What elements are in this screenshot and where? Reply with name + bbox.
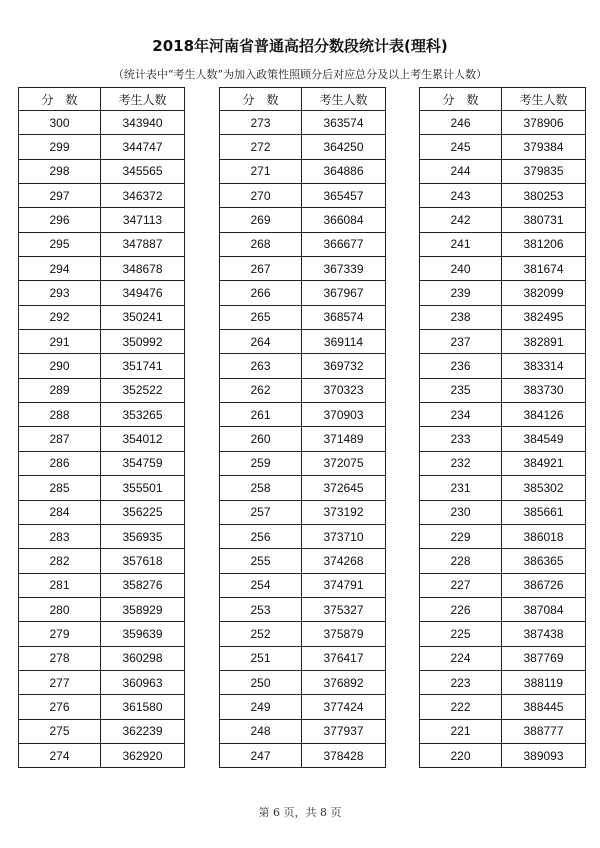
score-cell: 300 [19,111,101,135]
count-cell: 386365 [502,549,586,573]
count-cell: 367967 [302,281,386,305]
page-title: 2018年河南省普通高招分数段统计表(理科) [152,37,448,55]
table-row [420,378,586,402]
score-cell: 226 [420,597,502,621]
table-row [420,573,586,597]
score-cell: 250 [220,670,302,694]
table-row [420,670,586,694]
score-cell: 221 [420,719,502,743]
score-cell: 281 [19,573,101,597]
count-cell: 384126 [502,403,586,427]
table-row [19,232,185,256]
table-row [220,670,386,694]
table-row [220,281,386,305]
table-row [420,232,586,256]
score-cell: 297 [19,184,101,208]
score-cell: 259 [220,451,302,475]
count-cell: 362920 [101,743,185,767]
score-cell: 272 [220,135,302,159]
count-cell: 370323 [302,378,386,402]
count-cell: 388445 [502,695,586,719]
count-cell: 383314 [502,354,586,378]
score-cell: 286 [19,451,101,475]
table-row [19,111,185,135]
score-cell: 239 [420,281,502,305]
score-cell: 231 [420,476,502,500]
table-row [19,670,185,694]
count-cell: 382099 [502,281,586,305]
table-row [19,354,185,378]
score-cell: 236 [420,354,502,378]
table-row [420,646,586,670]
score-cell: 287 [19,427,101,451]
count-cell: 372645 [302,476,386,500]
count-cell: 365457 [302,184,386,208]
score-cell: 225 [420,622,502,646]
score-cell: 244 [420,159,502,183]
table-row [420,281,586,305]
count-cell: 358276 [101,573,185,597]
count-cell: 377424 [302,695,386,719]
count-cell: 373192 [302,500,386,524]
count-cell: 364250 [302,135,386,159]
score-cell: 288 [19,403,101,427]
count-cell: 352522 [101,378,185,402]
score-cell: 229 [420,524,502,548]
table-row [220,111,386,135]
table-row [220,743,386,767]
score-table-2 [219,87,386,768]
count-cell: 348678 [101,257,185,281]
count-cell: 363574 [302,111,386,135]
count-cell: 387769 [502,646,586,670]
count-cell: 369114 [302,330,386,354]
table-row [19,524,185,548]
table-row [220,257,386,281]
table-row [420,451,586,475]
column-header-score: 分 数 [420,88,502,111]
table-row [220,135,386,159]
score-cell: 260 [220,427,302,451]
table-row [19,208,185,232]
count-cell: 376892 [302,670,386,694]
table-row [420,549,586,573]
count-cell: 375327 [302,597,386,621]
score-cell: 264 [220,330,302,354]
count-cell: 343940 [101,111,185,135]
score-cell: 267 [220,257,302,281]
score-cell: 276 [19,695,101,719]
score-cell: 227 [420,573,502,597]
score-cell: 298 [19,159,101,183]
count-cell: 349476 [101,281,185,305]
count-cell: 359639 [101,622,185,646]
table-row [19,135,185,159]
count-cell: 367339 [302,257,386,281]
score-cell: 251 [220,646,302,670]
score-cell: 224 [420,646,502,670]
score-cell: 234 [420,403,502,427]
score-cell: 299 [19,135,101,159]
score-cell: 263 [220,354,302,378]
table-row [19,549,185,573]
count-cell: 374791 [302,573,386,597]
score-cell: 241 [420,232,502,256]
score-cell: 258 [220,476,302,500]
table-row [19,281,185,305]
count-cell: 385302 [502,476,586,500]
table-row [420,476,586,500]
count-cell: 372075 [302,451,386,475]
score-cell: 257 [220,500,302,524]
score-cell: 242 [420,208,502,232]
table-row [420,427,586,451]
table-row [420,524,586,548]
count-cell: 378906 [502,111,586,135]
table-header-row [420,88,586,111]
score-cell: 273 [220,111,302,135]
score-cell: 256 [220,524,302,548]
table-row [19,305,185,329]
score-cell: 232 [420,451,502,475]
score-cell: 253 [220,597,302,621]
score-cell: 285 [19,476,101,500]
table-row [220,476,386,500]
table-row [19,719,185,743]
score-cell: 240 [420,257,502,281]
table-row [19,403,185,427]
score-cell: 243 [420,184,502,208]
score-cell: 278 [19,646,101,670]
score-cell: 237 [420,330,502,354]
table-row [19,257,185,281]
score-cell: 266 [220,281,302,305]
count-cell: 346372 [101,184,185,208]
count-cell: 350992 [101,330,185,354]
count-cell: 381206 [502,232,586,256]
count-cell: 381674 [502,257,586,281]
table-row [19,622,185,646]
count-cell: 376417 [302,646,386,670]
table-row [220,622,386,646]
table-row [220,427,386,451]
column-header-count: 考生人数 [502,88,586,111]
column-header-count: 考生人数 [101,88,185,111]
table-row [19,159,185,183]
count-cell: 388119 [502,670,586,694]
table-row [420,111,586,135]
score-cell: 269 [220,208,302,232]
count-cell: 382891 [502,330,586,354]
column-header-score: 分 数 [220,88,302,111]
count-cell: 357618 [101,549,185,573]
count-cell: 379384 [502,135,586,159]
count-cell: 355501 [101,476,185,500]
count-cell: 344747 [101,135,185,159]
score-cell: 280 [19,597,101,621]
table-row [220,208,386,232]
table-row [220,232,386,256]
table-row [420,597,586,621]
score-cell: 245 [420,135,502,159]
score-cell: 233 [420,427,502,451]
table-row [220,500,386,524]
score-cell: 295 [19,232,101,256]
score-cell: 283 [19,524,101,548]
score-cell: 252 [220,622,302,646]
score-cell: 277 [19,670,101,694]
table-row [220,451,386,475]
count-cell: 354012 [101,427,185,451]
score-cell: 246 [420,111,502,135]
score-cell: 248 [220,719,302,743]
score-cell: 247 [220,743,302,767]
table-row [220,330,386,354]
count-cell: 347113 [101,208,185,232]
count-cell: 378428 [302,743,386,767]
count-cell: 362239 [101,719,185,743]
table-row [420,719,586,743]
table-row [220,403,386,427]
table-row [420,159,586,183]
table-row [19,597,185,621]
count-cell: 366084 [302,208,386,232]
score-table-3 [419,87,586,768]
table-body [420,111,586,768]
score-cell: 220 [420,743,502,767]
score-cell: 291 [19,330,101,354]
table-row [19,427,185,451]
score-cell: 255 [220,549,302,573]
score-cell: 271 [220,159,302,183]
table-row [220,159,386,183]
score-cell: 284 [19,500,101,524]
score-cell: 268 [220,232,302,256]
count-cell: 380731 [502,208,586,232]
table-header-row [19,88,185,111]
score-cell: 235 [420,378,502,402]
table-row [420,622,586,646]
score-cell: 265 [220,305,302,329]
score-cell: 294 [19,257,101,281]
count-cell: 380253 [502,184,586,208]
table-row [420,500,586,524]
count-cell: 369732 [302,354,386,378]
score-cell: 296 [19,208,101,232]
table-row [220,549,386,573]
score-cell: 279 [19,622,101,646]
table-row [420,330,586,354]
table-row [19,476,185,500]
count-cell: 370903 [302,403,386,427]
score-cell: 261 [220,403,302,427]
table-row [19,500,185,524]
count-cell: 382495 [502,305,586,329]
score-cell: 238 [420,305,502,329]
count-cell: 353265 [101,403,185,427]
count-cell: 360963 [101,670,185,694]
count-cell: 350241 [101,305,185,329]
score-cell: 230 [420,500,502,524]
count-cell: 347887 [101,232,185,256]
table-row [19,184,185,208]
table-row [19,573,185,597]
table-row [420,743,586,767]
score-cell: 275 [19,719,101,743]
score-cell: 270 [220,184,302,208]
table-row [420,354,586,378]
table-row [220,524,386,548]
score-cell: 274 [19,743,101,767]
table-header-row [220,88,386,111]
count-cell: 354759 [101,451,185,475]
page-subtitle-note: （统计表中“考生人数”为加入政策性照顾分后对应总分及以上考生累计人数） [112,68,488,81]
table-row [220,646,386,670]
score-cell: 282 [19,549,101,573]
count-cell: 374268 [302,549,386,573]
score-cell: 223 [420,670,502,694]
score-table-1 [18,87,185,768]
score-cell: 292 [19,305,101,329]
table-row [220,573,386,597]
table-row [19,743,185,767]
count-cell: 385661 [502,500,586,524]
count-cell: 386018 [502,524,586,548]
count-cell: 364886 [302,159,386,183]
table-row [220,719,386,743]
score-cell: 293 [19,281,101,305]
score-cell: 249 [220,695,302,719]
count-cell: 373710 [302,524,386,548]
table-row [19,695,185,719]
count-cell: 375879 [302,622,386,646]
count-cell: 386726 [502,573,586,597]
score-cell: 289 [19,378,101,402]
table-body [19,111,185,768]
count-cell: 358929 [101,597,185,621]
count-cell: 366677 [302,232,386,256]
count-cell: 384549 [502,427,586,451]
column-header-count: 考生人数 [302,88,386,111]
page-number-footer: 第 6 页，共 8 页 [258,806,342,819]
table-row [220,305,386,329]
count-cell: 345565 [101,159,185,183]
table-row [420,208,586,232]
table-row [19,451,185,475]
table-row [420,257,586,281]
table-row [420,135,586,159]
count-cell: 384921 [502,451,586,475]
table-row [220,354,386,378]
table-row [220,378,386,402]
count-cell: 387084 [502,597,586,621]
score-cell: 290 [19,354,101,378]
count-cell: 356935 [101,524,185,548]
count-cell: 368574 [302,305,386,329]
table-row [420,184,586,208]
count-cell: 379835 [502,159,586,183]
table-row [220,184,386,208]
table-row [19,330,185,354]
count-cell: 389093 [502,743,586,767]
count-cell: 377937 [302,719,386,743]
count-cell: 383730 [502,378,586,402]
table-row [220,597,386,621]
table-body [220,111,386,768]
table-row [420,403,586,427]
count-cell: 351741 [101,354,185,378]
column-header-score: 分 数 [19,88,101,111]
count-cell: 356225 [101,500,185,524]
count-cell: 371489 [302,427,386,451]
table-row [19,378,185,402]
count-cell: 387438 [502,622,586,646]
table-row [19,646,185,670]
score-cell: 222 [420,695,502,719]
count-cell: 360298 [101,646,185,670]
count-cell: 361580 [101,695,185,719]
score-cell: 254 [220,573,302,597]
score-cell: 262 [220,378,302,402]
table-row [220,695,386,719]
count-cell: 388777 [502,719,586,743]
table-row [420,695,586,719]
table-row [420,305,586,329]
score-cell: 228 [420,549,502,573]
